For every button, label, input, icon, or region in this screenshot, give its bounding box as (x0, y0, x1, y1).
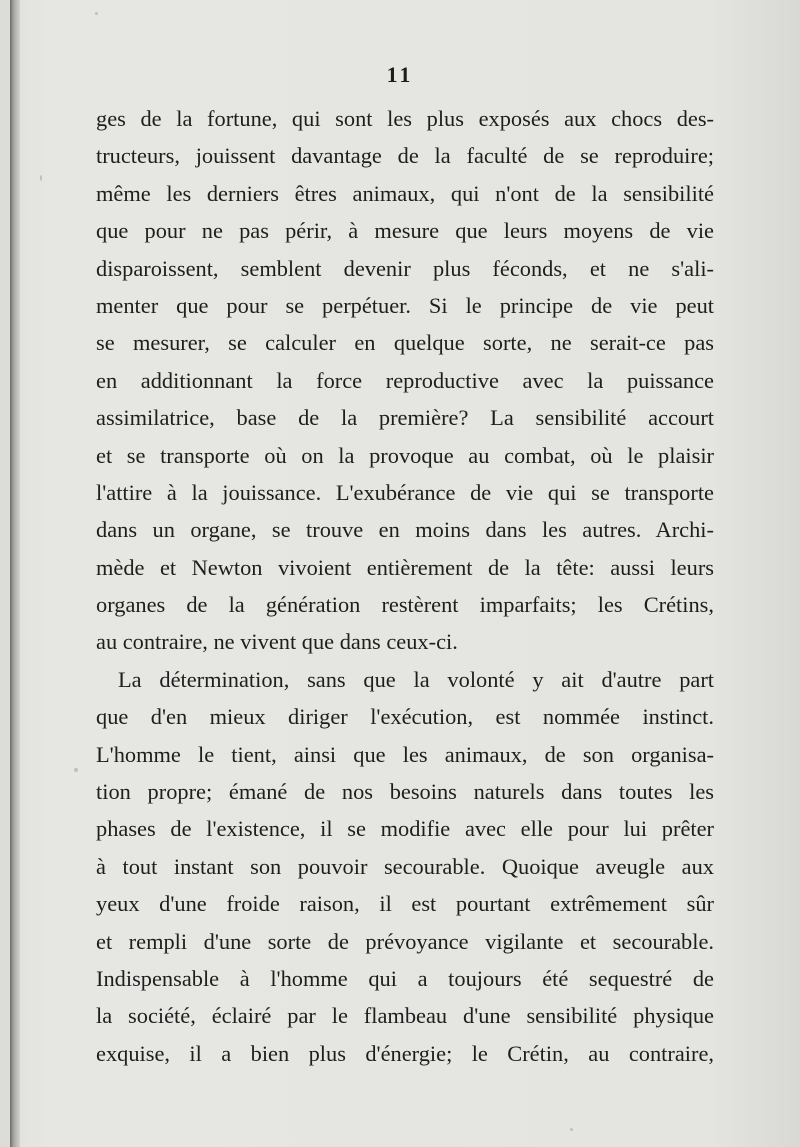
text-line: dans un organe, se trouve en moins dans les autres. Archi- (96, 517, 714, 543)
text-line: que pour ne pas périr, à mesure que leurs moyens de vie (96, 218, 714, 244)
text-line: à tout instant son pouvoir secourable. Quoique aveugle aux (96, 853, 714, 879)
page-gutter-edge (10, 0, 20, 1147)
text-line: L'homme le tient, ainsi que les animaux, de son organisa- (96, 741, 714, 767)
text-line: tion propre; émané de nos besoins naturels dans toutes les (96, 779, 714, 805)
page-number: 11 (386, 62, 414, 87)
text-line: l'attire à la jouissance. L'exubérance de vie qui se transporte (96, 479, 714, 505)
text-line: tructeurs, jouissent davantage de la faculté de se reproduire; (96, 143, 714, 169)
text-line: exquise, il a bien plus d'énergie; le Crétin, au contraire, (96, 1040, 714, 1066)
text-line: mède et Newton vivoient entièrement de la tête: aussi leurs (96, 554, 714, 580)
text-line: ges de la fortune, qui sont les plus exposés aux chocs des- (96, 106, 714, 131)
paper-speck (74, 768, 78, 772)
text-line: menter que pour se perpétuer. Si le principe de vie peut (96, 292, 714, 318)
paper-speck (40, 175, 42, 181)
text-line: Indispensable à l'homme qui a toujours été sequestré de (96, 965, 714, 991)
text-line: que d'en mieux diriger l'exécution, est nommée instinct. (96, 704, 714, 730)
text-line: se mesurer, se calculer en quelque sorte, ne serait-ce pas (96, 330, 714, 356)
text-line: assimilatrice, base de la première? La sensibilité accourt (96, 405, 714, 431)
paper-speck (570, 1128, 573, 1131)
text-line: la société, éclairé par le flambeau d'une sensibilité physique (96, 1003, 714, 1029)
text-line: et rempli d'une sorte de prévoyance vigilante et secourable. (96, 928, 714, 954)
text-line: en additionnant la force reproductive avec la puissance (96, 367, 714, 393)
text-line: organes de la génération restèrent imparfaits; les Crétins, (96, 592, 714, 618)
text-line: au contraire, ne vivent que dans ceux-ci. (96, 629, 458, 655)
text-line: yeux d'une froide raison, il est pourtant extrêmement sûr (96, 891, 714, 917)
text-line: phases de l'existence, il se modifie avec elle pour lui prêter (96, 816, 714, 842)
body-text (96, 100, 714, 1072)
text-line: La détermination, sans que la volonté y ait d'autre part (118, 666, 714, 692)
text-line: et se transporte où on la provoque au combat, où le plaisir (96, 442, 714, 468)
text-line: disparoissent, semblent devenir plus féconds, et ne s'ali- (96, 255, 714, 281)
text-line: même les derniers êtres animaux, qui n'ont de la sensibilité (96, 180, 714, 206)
paper-speck (95, 12, 98, 15)
